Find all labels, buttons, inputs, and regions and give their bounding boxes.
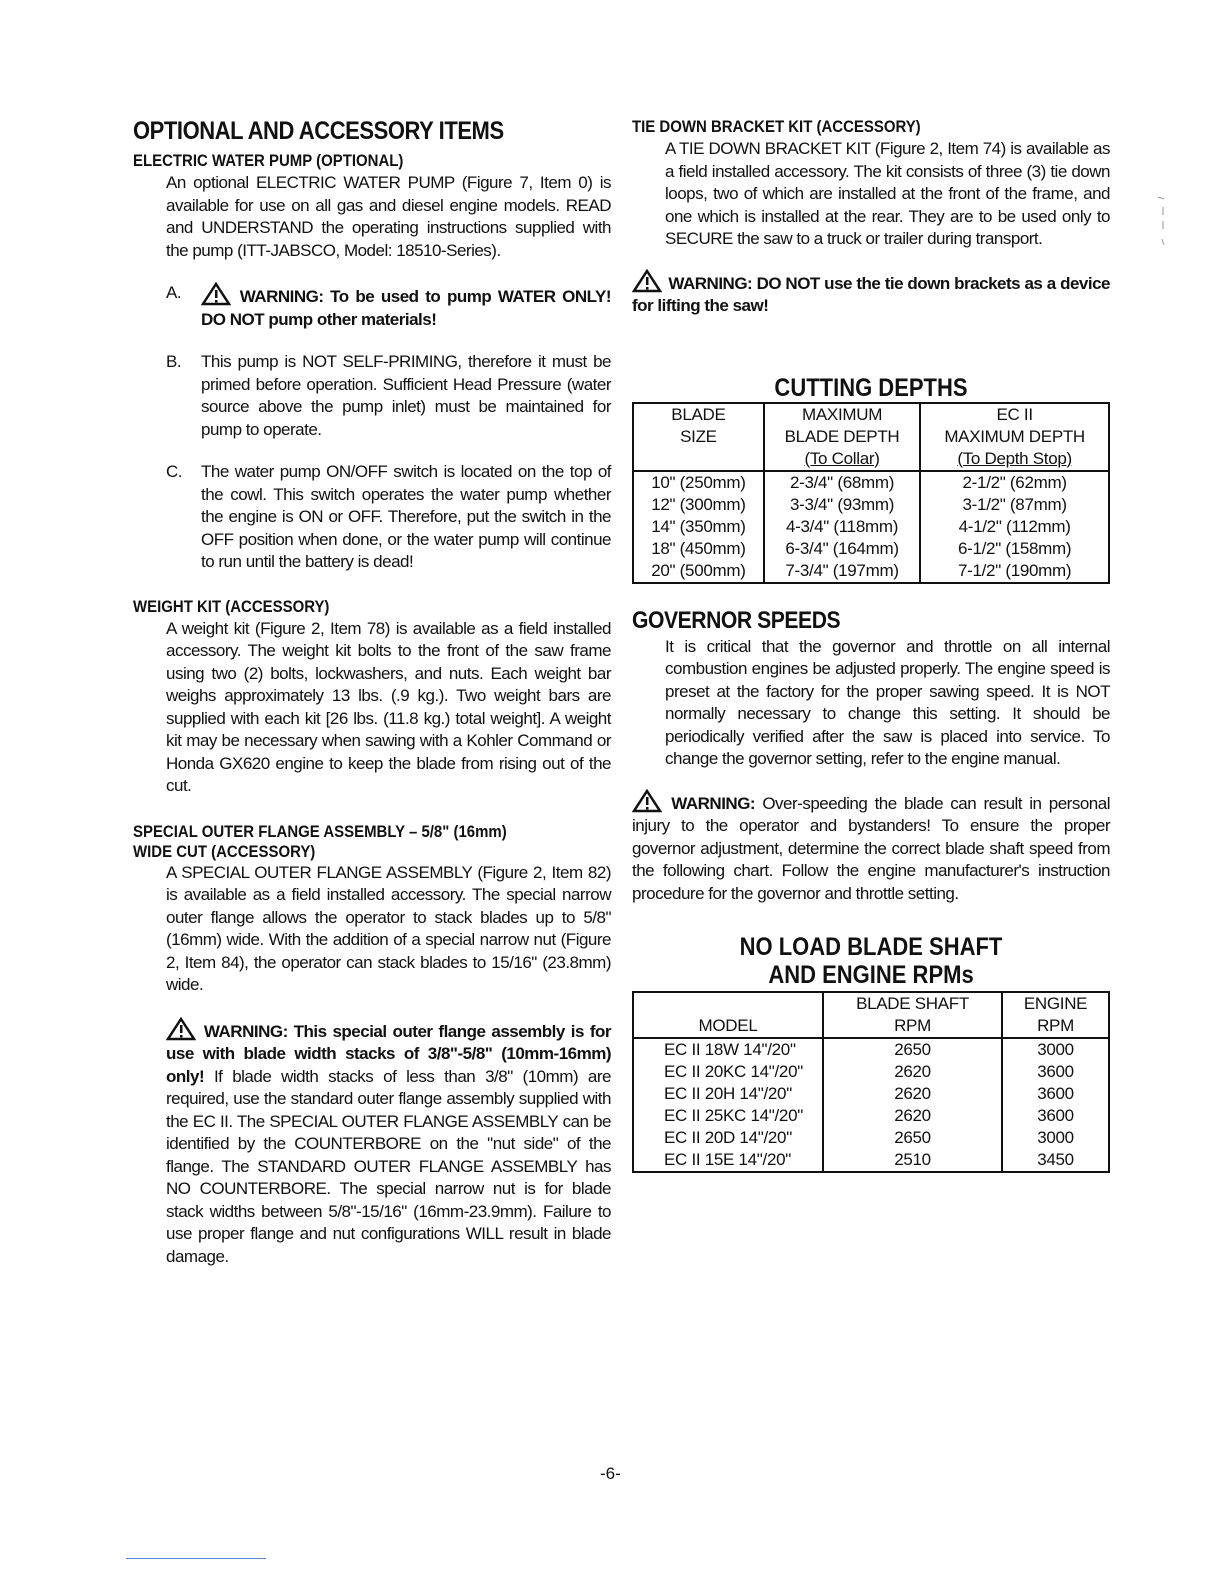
flange-warning-bold: WARNING: This special outer flange assembly is for use with blade width stacks of 3/8"-5/8" (10mm-16mm) only!: [166, 1021, 611, 1086]
governor-warning: [632, 789, 1110, 906]
rpm-title-line2: AND ENGINE RPMs: [768, 961, 974, 989]
right-column: [632, 116, 1110, 1173]
table-header-row: SIZE BLADE DEPTH MAXIMUM DEPTH: [633, 426, 1109, 448]
table-row: EC II 18W 14"/20" 2650 3000: [633, 1038, 1109, 1061]
warning-icon: [632, 789, 664, 813]
table-row: EC II 15E 14"/20" 2510 3450: [633, 1149, 1109, 1172]
weight-kit-text: A weight kit (Figure 2, Item 78) is available as a field installed accessory. The weight kit bolts to the front of the saw frame using two (2) bolts, lockwashers, and nuts. Each weight bar weighs approximately 13 lbs. (.9 kg.). Two weight bars are supplied with each kit [26 lbs. (11.8 kg.) total weight]. A weight kit may be necessary when sawing with a Kohler Command or Honda GX620 engine to keep the blade from rising out of the cut.: [166, 618, 611, 795]
governor-heading: GOVERNOR SPEEDS: [632, 606, 841, 634]
water-pump-intro: An optional ELECTRIC WATER PUMP (Figure 7, Item 0) is available for use on all gas and diesel engine models. READ and UNDERSTAND the operating instructions supplied with the pump (ITT-JABSCO, Model: 18510-Series).: [166, 173, 611, 260]
table-row: 18" (450mm) 6-3/4" (164mm) 6-1/2" (158mm): [633, 538, 1109, 560]
list-item-b: [166, 351, 611, 441]
table-header-row: (To Collar) (To Depth Stop): [633, 448, 1109, 471]
flange-text: A SPECIAL OUTER FLANGE ASSEMBLY (Figure 2, Item 82) is available as a field installed accessory. The special narrow outer flange allows the operator to stack blades up to 5/8" (16mm) wide. With the addition of a special narrow nut (Figure 2, Item 84), the operator can stack blades to 15/16" (23.8mm) wide.: [166, 862, 611, 994]
governor-warning-text: Over-speeding the blade can result in personal injury to the operator and bystanders! To ensure the proper governor adjustment, determine the correct blade shaft speed from the following chart. Follow the engine manufacturer's instruction procedure for the governor and throttle setting.: [632, 793, 1110, 903]
list-text: This pump is NOT SELF-PRIMING, therefore it must be primed before operation. Sufficient Head Pressure (water source above the pump inlet) must be maintained for pump to operate.: [201, 352, 611, 439]
governor-text: It is critical that the governor and throttle on all internal combustion engines be adjusted properly. The engine speed is preset at the factory for the proper sawing speed. It is NOT normally necessary to change this setting. It should be periodically verified after the saw is placed into service. To change the governor setting, refer to the engine manual.: [665, 636, 1110, 768]
table-row: 14" (350mm) 4-3/4" (118mm) 4-1/2" (112mm): [633, 516, 1109, 538]
cutting-depths-table: [632, 402, 1110, 584]
section-title: OPTIONAL AND ACCESSORY ITEMS: [133, 117, 504, 145]
table-row: EC II 20D 14"/20" 2650 3000: [633, 1127, 1109, 1149]
table-row: EC II 20H 14"/20" 2620 3600: [633, 1083, 1109, 1105]
list-item-c: [166, 461, 611, 574]
flange-subheading: WIDE CUT (ACCESSORY): [133, 841, 316, 861]
page-number: -6-: [600, 1464, 621, 1483]
rpm-title-line1: NO LOAD BLADE SHAFT: [739, 933, 1003, 961]
warning-text: WARNING: To be used to pump WATER ONLY! DO NOT pump other materials!: [201, 282, 611, 331]
cutting-depths-title: CUTTING DEPTHS: [774, 373, 968, 402]
table-header-row: BLADE MAXIMUM EC II: [633, 403, 1109, 426]
rpm-table: [632, 991, 1110, 1173]
list-label: A.: [166, 283, 182, 302]
flange-warning-rest: If blade width stacks of less than 3/8" (10mm) are required, use the standard outer flange assembly supplied with the EC II. The SPECIAL OUTER FLANGE ASSEMBLY can be identified by the COUNTERBORE on the "nut side" of the flange. The STANDARD OUTER FLANGE ASSEMBLY has NO COUNTERBORE. The special narrow nut is for blade stack widths between 5/8"-15/16" (16mm-23.9mm). Failure to use proper flange and nut configurations WILL result in blade damage.: [166, 1066, 611, 1266]
tie-down-warning: WARNING: DO NOT use the tie down brackets as a device for lifting the saw!: [632, 269, 1110, 318]
water-pump-heading: ELECTRIC WATER PUMP (OPTIONAL): [133, 151, 404, 170]
table-row: 12" (300mm) 3-3/4" (93mm) 3-1/2" (87mm): [633, 494, 1109, 516]
tie-down-text: A TIE DOWN BRACKET KIT (Figure 2, Item 74) is available as a field installed accessory. The kit consists of three (3) tie down loops, two of which are installed at the front of the frame, and one which is installed at the rear. They are to be used only to SECURE the saw to a truck or trailer during transport.: [665, 139, 1110, 248]
table-row: 20" (500mm) 7-3/4" (197mm) 7-1/2" (190mm): [633, 560, 1109, 583]
margin-marks: [1150, 195, 1170, 255]
list-label: B.: [166, 352, 182, 371]
warning-icon: [632, 269, 664, 293]
table-header-row: BLADE SHAFT ENGINE: [633, 992, 1109, 1015]
table-header-row: MODEL RPM RPM: [633, 1015, 1109, 1038]
governor-warning-label: WARNING:: [671, 793, 756, 813]
warning-icon: [201, 282, 233, 306]
flange-heading: SPECIAL OUTER FLANGE ASSEMBLY – 5/8" (16mm): [133, 821, 507, 841]
left-column: [133, 116, 611, 1268]
table-row: EC II 20KC 14"/20" 2620 3600: [633, 1061, 1109, 1083]
list-item-a: [166, 282, 611, 331]
warning-icon: [166, 1017, 198, 1041]
weight-kit-heading: WEIGHT KIT (ACCESSORY): [133, 596, 330, 616]
flange-warning: [166, 1017, 611, 1269]
tie-down-heading: TIE DOWN BRACKET KIT (ACCESSORY): [632, 117, 921, 136]
footer-rule: [126, 1558, 266, 1559]
table-row: 10" (250mm) 2-3/4" (68mm) 2-1/2" (62mm): [633, 471, 1109, 494]
list-text: The water pump ON/OFF switch is located on the top of the cowl. This switch operates the water pump whether the engine is ON or OFF. Therefore, put the switch in the OFF position when done, or the water pump will continue to run until the battery is dead!: [201, 462, 611, 571]
table-row: EC II 25KC 14"/20" 2620 3600: [633, 1105, 1109, 1127]
list-label: C.: [166, 462, 182, 481]
